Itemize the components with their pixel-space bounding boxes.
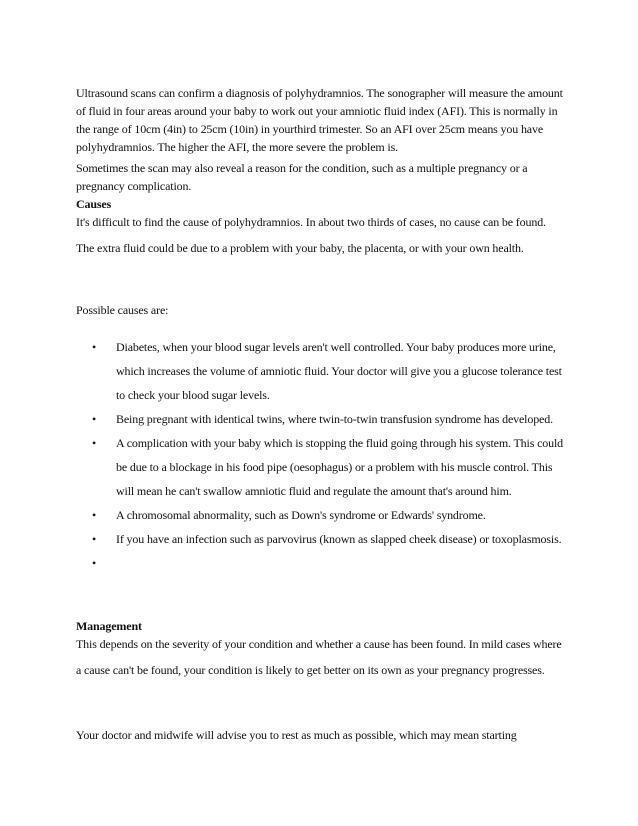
list-item	[76, 407, 566, 431]
bullet-icon: •	[92, 436, 97, 450]
management-paragraph: This depends on the severity of your condition and whether a cause has been found. In mild cases where a cause can't be found, your condition is likely to get better on its own as your pregnancy progresses.	[76, 637, 562, 677]
causes-paragraph: It's difficult to find the cause of polyhydramnios. In about two thirds of cases, no cause can be found. The extra fluid could be due to a problem with your baby, the placenta, or with your own health.	[76, 215, 546, 255]
list-item	[76, 527, 566, 551]
bullet-icon: •	[92, 556, 97, 570]
advice-paragraph: Your doctor and midwife will advise you to rest as much as possible, which may mean starting	[76, 728, 517, 742]
list-item	[76, 431, 566, 503]
list-item-text	[116, 556, 119, 570]
bullet-icon: •	[92, 340, 97, 354]
list-item-text: Being pregnant with identical twins, where twin-to-twin transfusion syndrome has developed.	[116, 412, 553, 426]
causes-heading: Causes	[76, 197, 112, 211]
list-item-text: If you have an infection such as parvovirus (known as slapped cheek disease) or toxoplasmosis.	[116, 532, 562, 546]
afi-paragraph: Ultrasound scans can confirm a diagnosis of polyhydramnios. The sonographer will measure the amount of fluid in four areas around your baby to work out your amniotic fluid index (AFI). This is normally in the range of 10cm (4in) to 25cm (10in) in yourthird trimester. So an AFI over 25cm means you have polyhydramnios. The higher the AFI, the more severe the problem is.	[76, 86, 563, 154]
causes-list	[76, 335, 566, 575]
possible-causes-label: Possible causes are:	[76, 303, 169, 317]
bullet-icon: •	[92, 508, 97, 522]
list-item-text: A chromosomal abnormality, such as Down's syndrome or Edwards' syndrome.	[116, 508, 486, 522]
bullet-icon: •	[92, 532, 97, 546]
scan-reason-paragraph: Sometimes the scan may also reveal a reason for the condition, such as a multiple pregnancy or a pregnancy complication.	[76, 161, 528, 193]
list-item-text: A complication with your baby which is stopping the fluid going through his system. This could be due to a blockage in his food pipe (oesophagus) or a problem with his muscle control. This will mean he can't swallow amniotic fluid and regulate the amount that's around him.	[116, 436, 563, 498]
management-heading: Management	[76, 619, 142, 633]
bullet-icon: •	[92, 412, 97, 426]
list-item	[76, 503, 566, 527]
list-item	[76, 335, 566, 407]
list-item	[76, 551, 566, 575]
list-item-text: Diabetes, when your blood sugar levels aren't well controlled. Your baby produces more urine, which increases the volume of amniotic fluid. Your doctor will give you a glucose tolerance test to check your blood sugar levels.	[116, 340, 562, 402]
